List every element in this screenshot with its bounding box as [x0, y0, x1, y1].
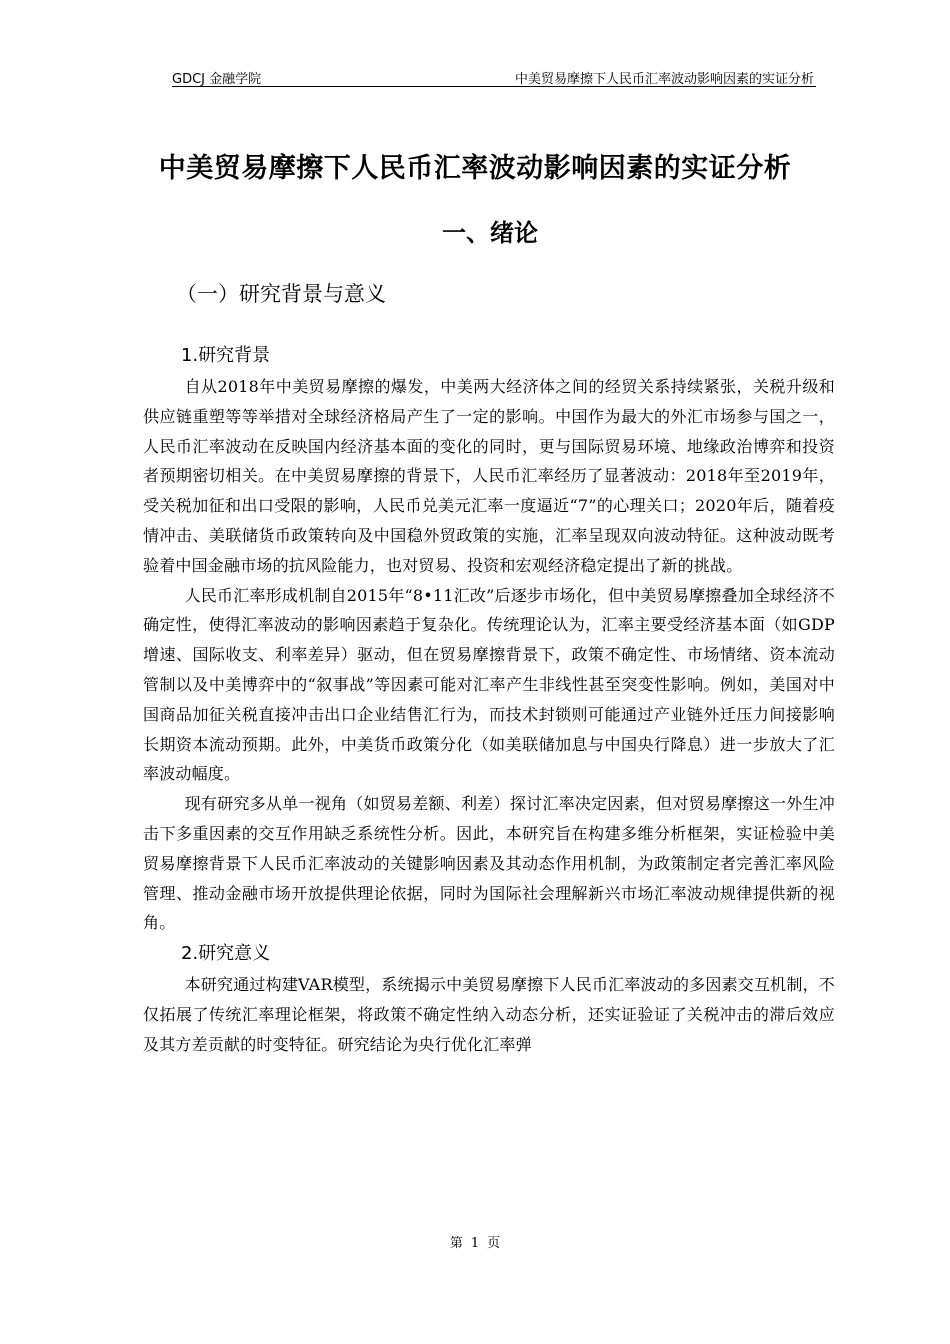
footer-prefix: 第 [449, 1236, 463, 1251]
section-heading: （一）研究背景与意义 [176, 282, 386, 306]
document-title: 中美贸易摩擦下人民币汇率波动影响因素的实证分析 [158, 153, 792, 184]
paragraph: 现有研究多从单一视角（如贸易差额、利差）探讨汇率决定因素，但对贸易摩擦这一外生冲击下多重因素的交互作用缺乏系统性分析。因此，本研究旨在构建多维分析框架，实证检验中美贸易摩擦背景下人民币汇率波动的关键影响因素及其动态作用机制，为政策制定者完善汇率风险管理、推动金融市场开放提供理论依据，同时为国际社会理解新兴市场汇率波动规律提供新的视角。 [143, 794, 835, 933]
subsection-heading-background: 1.研究背景 [181, 345, 271, 366]
header-institution: GDCJ 金融学院 [172, 72, 262, 87]
page-number: 1 [470, 1236, 480, 1251]
page-footer [0, 1232, 950, 1251]
paragraph: 本研究通过构建VAR模型，系统揭示中美贸易摩擦下人民币汇率波动的多因素交互机制，不仅拓展了传统汇率理论框架，将政策不确定性纳入动态分析，还实证验证了关税冲击的滞后效应及其方差贡献的时变特征。研究结论为央行优化汇率弹 [143, 975, 835, 1054]
running-header [172, 66, 816, 87]
chapter-heading: 一、绪论 [442, 219, 538, 247]
subsection-heading-significance: 2.研究意义 [181, 943, 271, 965]
body-content [143, 340, 835, 1060]
paragraph: 自从2018年中美贸易摩擦的爆发，中美两大经济体之间的经贸关系持续紧张，关税升级和供应链重塑等等举措对全球经济格局产生了一定的影响。中国作为最大的外汇市场参与国之一，人民币汇率波动在反映国内经济基本面的变化的同时，更与国际贸易环境、地缘政治博弈和投资者预期密切相关。在中美贸易摩擦的背景下，人民币汇率经历了显著波动：2018年至2019年，受关税加征和出口受限的影响，人民币兑美元汇率一度逼近“7”的心理关口；2020年后，随着疫情冲击、美联储货币政策转向及中国稳外贸政策的实施，汇率呈现双向波动特征。这种波动既考验着中国金融市场的抗风险能力，也对贸易、投资和宏观经济稳定提出了新的挑战。 [143, 377, 835, 575]
header-title: 中美贸易摩擦下人民币汇率波动影响因素的实证分析 [514, 72, 814, 87]
footer-suffix: 页 [487, 1236, 501, 1251]
paragraph: 人民币汇率形成机制自2015年“8•11汇改”后逐步市场化，但中美贸易摩擦叠加全球经济不确定性，使得汇率波动的影响因素趋于复杂化。传统理论认为，汇率主要受经济基本面（如GDP增速、国际收支、利率差异）驱动，但在贸易摩擦背景下，政策不确定性、市场情绪、资本流动管制以及中美博弈中的“叙事战”等因素可能对汇率产生非线性甚至突变性影响。例如，美国对中国商品加征关税直接冲击出口企业结售汇行为，而技术封锁则可能通过产业链外迁压力间接影响长期资本流动预期。此外，中美货币政策分化（如美联储加息与中国央行降息）进一步放大了汇率波动幅度。 [143, 585, 835, 784]
